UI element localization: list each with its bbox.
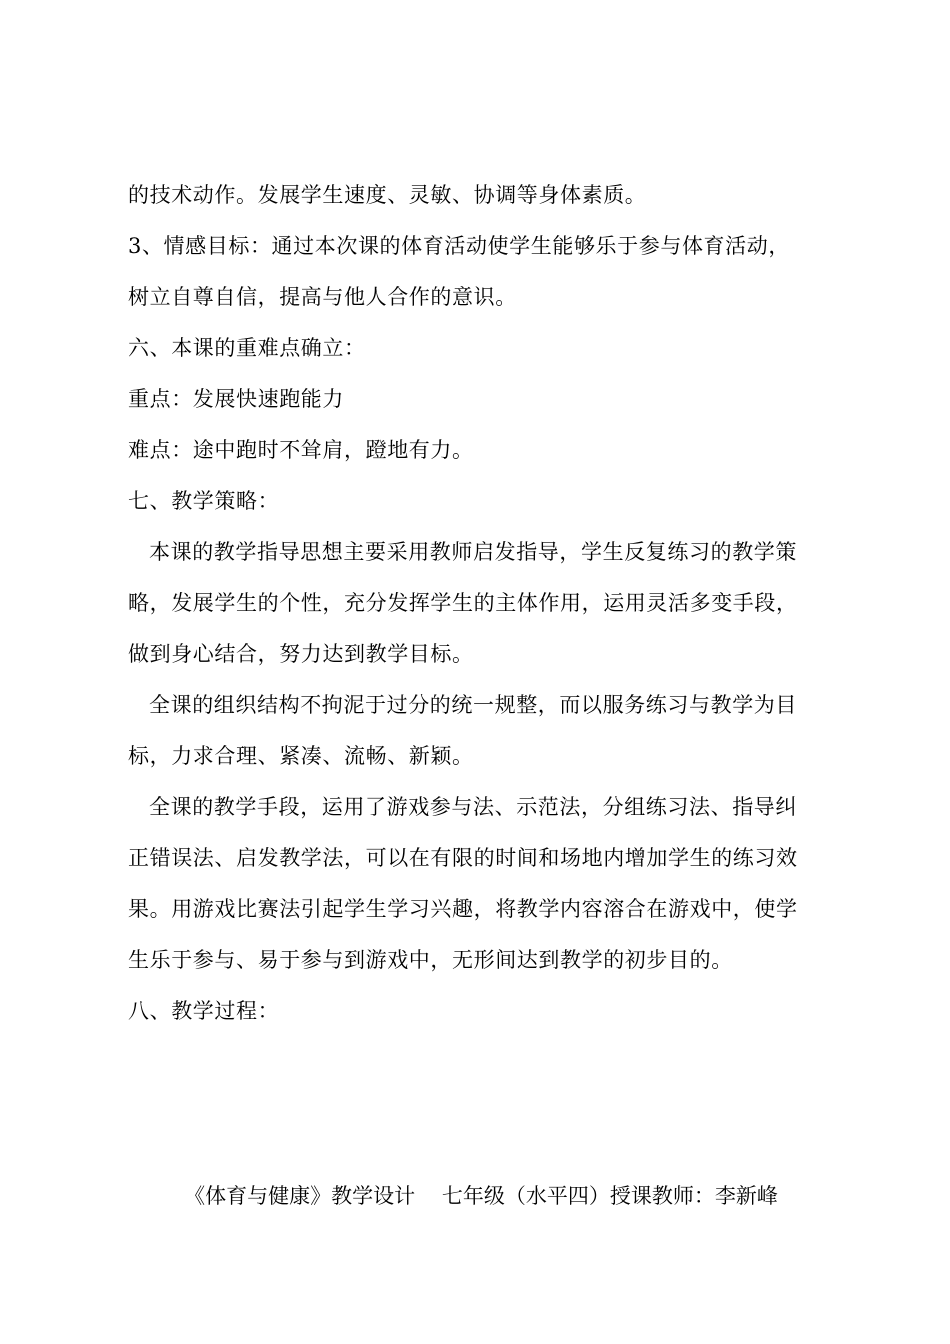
section-heading: 六、本课的重难点确立： (128, 336, 366, 360)
paragraph-line: 重点：发展快速跑能力 (128, 387, 344, 411)
paragraph-line: 全课的组织结构不拘泥于过分的统一规整，而以服务练习与教学为目 (149, 693, 797, 717)
paragraph-line: 全课的教学手段，运用了游戏参与法、示范法，分组练习法、指导纠 (149, 795, 797, 819)
paragraph-line: 3、情感目标：通过本次课的体育活动使学生能够乐于参与体育活动， (128, 234, 790, 258)
section-heading: 七、教学策略： (128, 489, 280, 513)
paragraph-line: 略，发展学生的个性，充分发挥学生的主体作用，运用灵活多变手段， (128, 591, 798, 615)
paragraph-line: 树立自尊自信，提高与他人合作的意识。 (128, 285, 517, 309)
paragraph-line: 生乐于参与、易于参与到游戏中，无形间达到教学的初步目的。 (128, 948, 733, 972)
paragraph-line: 本课的教学指导思想主要采用教师启发指导，学生反复练习的教学策 (149, 540, 797, 564)
paragraph-line: 的技术动作。发展学生速度、灵敏、协调等身体素质。 (128, 183, 647, 207)
paragraph-line: 果。用游戏比赛法引起学生学习兴趣，将教学内容溶合在游戏中，使学 (128, 897, 798, 921)
paragraph-line: 正错误法、启发教学法，可以在有限的时间和场地内增加学生的练习效 (128, 846, 798, 870)
section-heading: 八、教学过程： (128, 999, 280, 1023)
paragraph-line: 做到身心结合，努力达到教学目标。 (128, 642, 474, 666)
paragraph-line: 标，力求合理、紧凑、流畅、新颖。 (128, 744, 474, 768)
document-body (128, 170, 828, 1037)
paragraph-line: 难点：途中跑时不耸肩，蹬地有力。 (128, 438, 474, 462)
page-footer: 《体育与健康》教学设计 七年级（水平四）授课教师：李新峰 (184, 1184, 778, 1208)
